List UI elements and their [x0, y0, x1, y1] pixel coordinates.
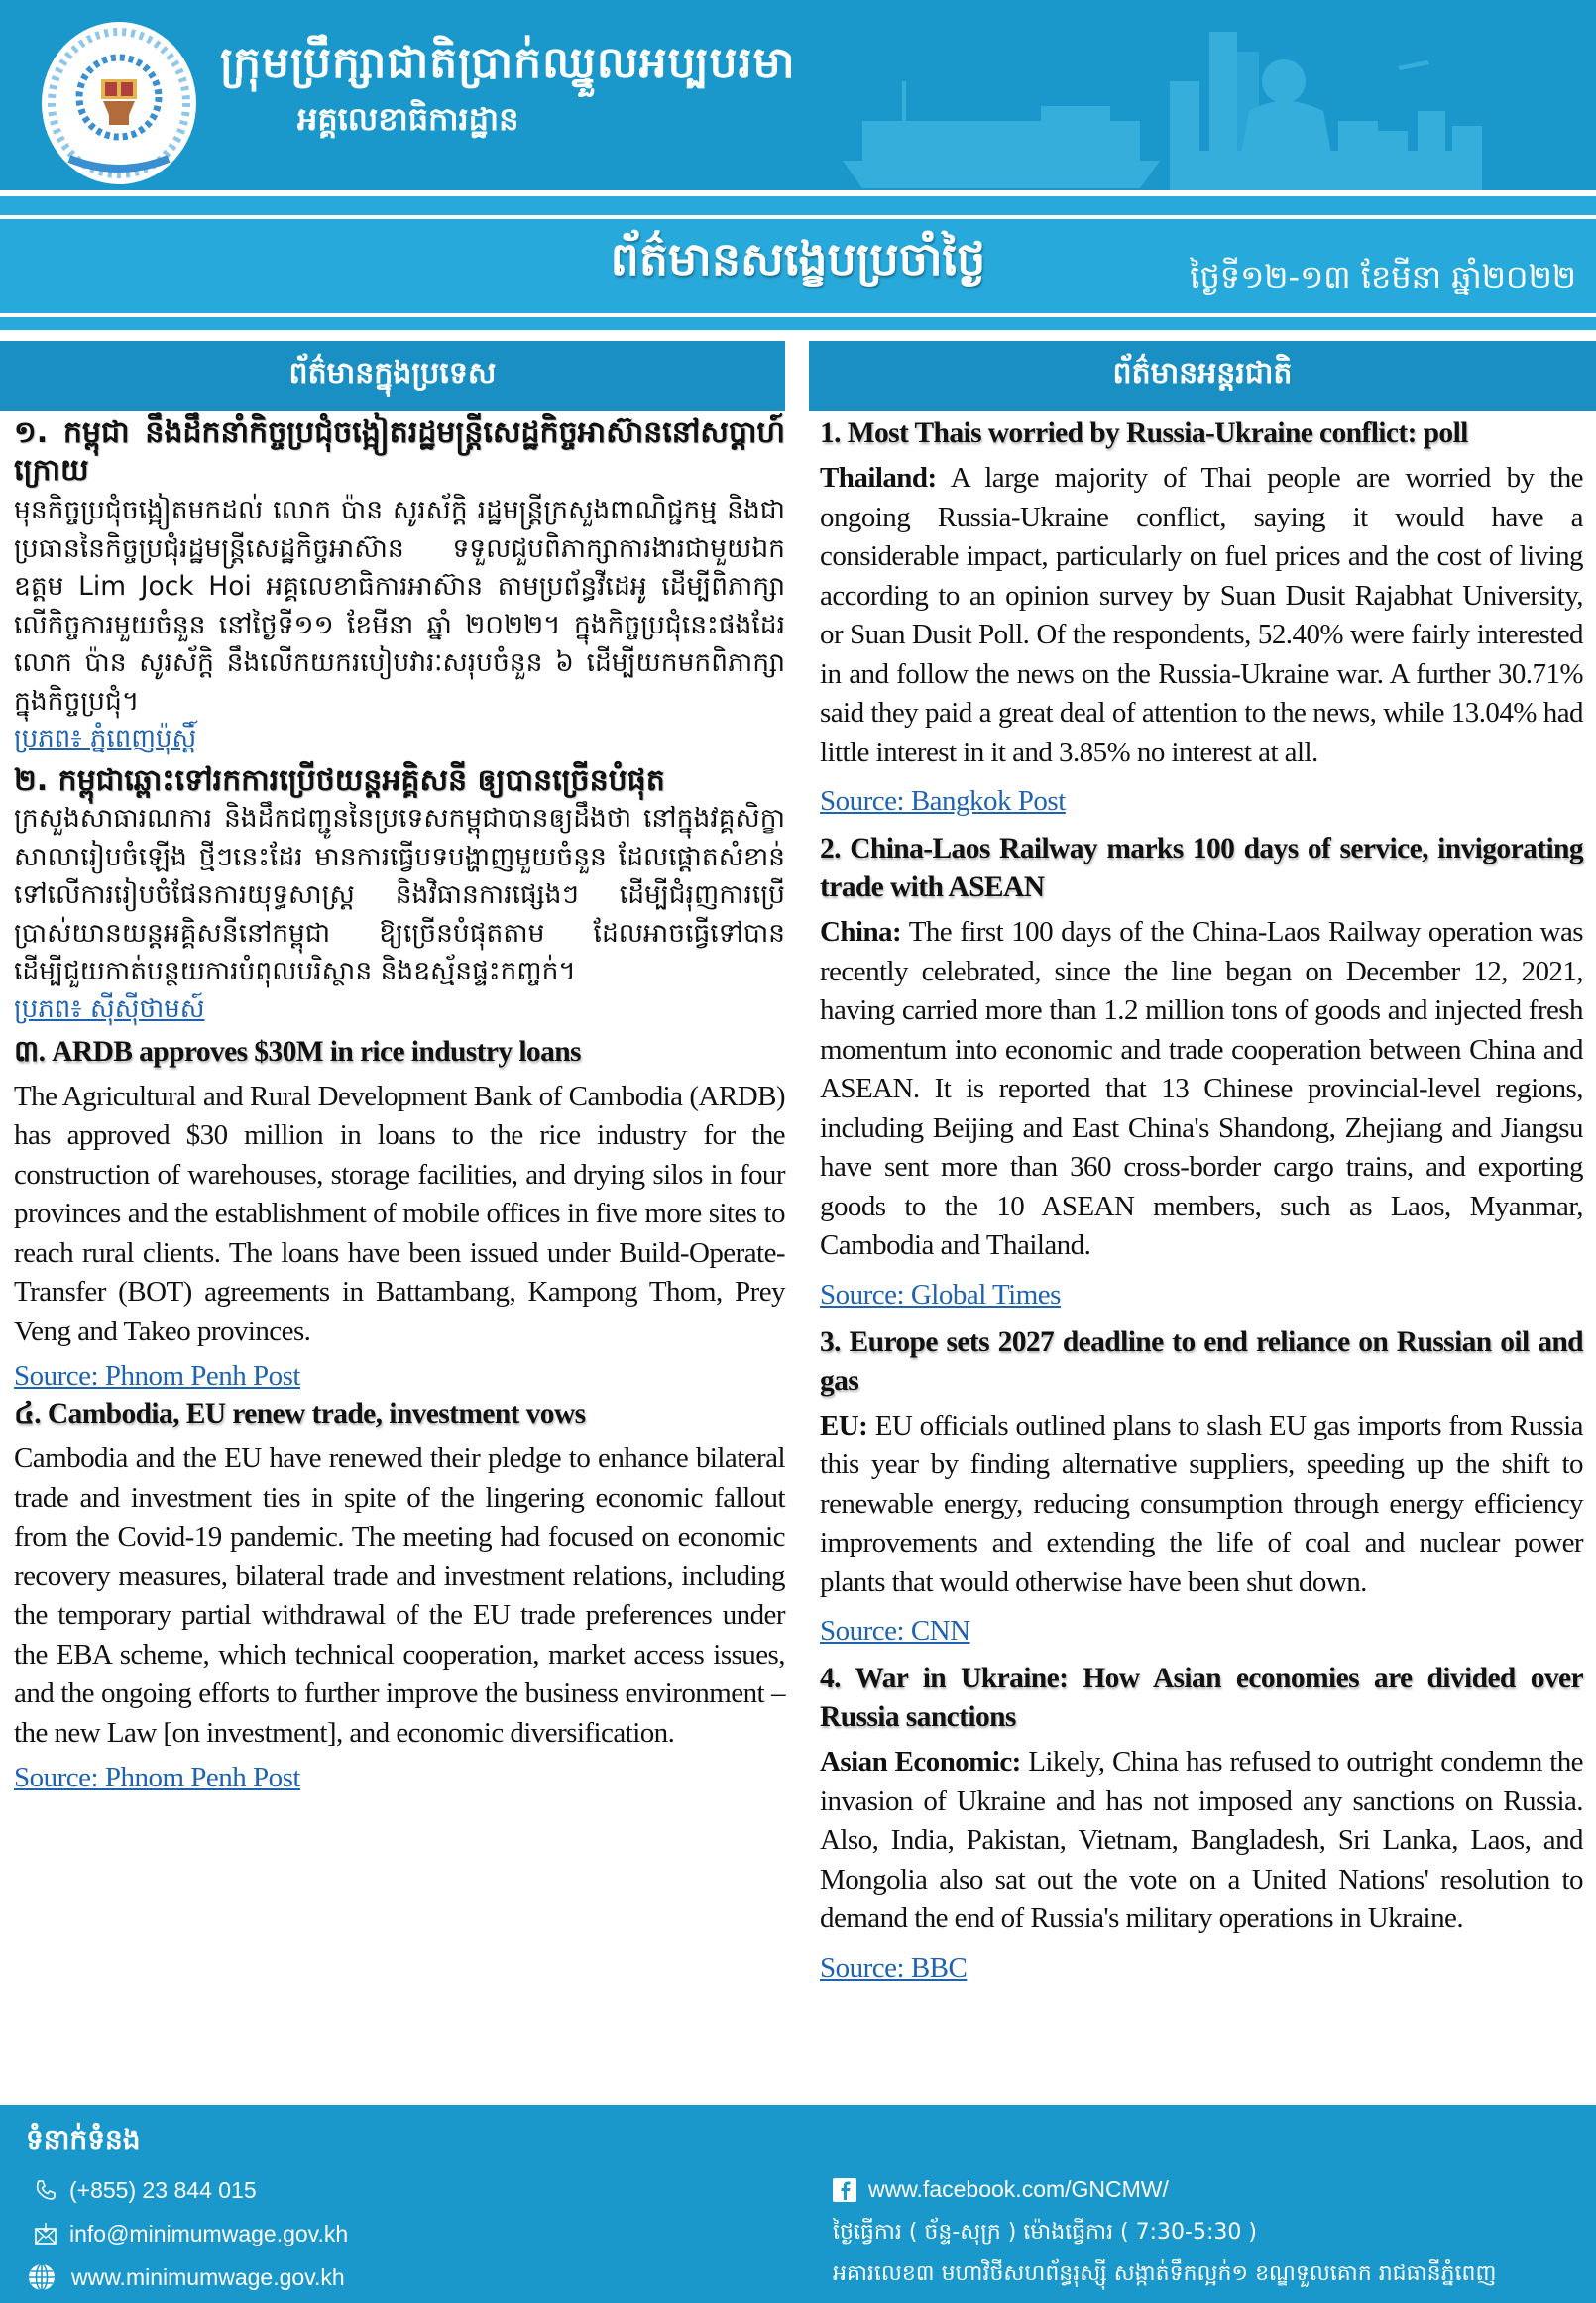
news-headline: 1. Most Thais worried by Russia-Ukraine conflict: poll — [820, 417, 1468, 449]
org-subtitle: អគ្គលេខាធិការដ្ឋាន — [297, 100, 519, 138]
ministry-logo — [40, 20, 198, 186]
news-body: The Agricultural and Rural Development Bank of Cambodia (ARDB) has approved $30 million in loans to the rice industry for the construction of warehouses, storage facilities, and drying silos in four provinces and the establishment of mobile offices in five more sites to reach rural clients. The loans have been issued under Build-Operate-Transfer (BOT) agreements in Battambang, Kampong Thom, Prey Veng and Takeo provinces. — [14, 1080, 785, 1347]
news-headline: ៤. Cambodia, EU renew trade, investment vows — [14, 1398, 586, 1430]
page-title: ព័ត៌មានសង្ខេបប្រចាំថ្ងៃ — [610, 232, 986, 286]
news-item — [820, 830, 1583, 1324]
office-hours: ថ្ងៃធ្វើការ ( ច័ន្ទ-សុក្រ ) ម៉ោងធ្វើការ ( 7:30-5:30 ) — [833, 2220, 1257, 2245]
news-source-link[interactable]: Source: Global Times — [820, 1278, 1061, 1311]
news-headline: ៣. ARDB approves $30M in rice industry loans — [14, 1035, 581, 1068]
news-text: A large majority of Thai people are worried by the ongoing Russia-Ukraine conflict, saying it would have a considerable impact, particularly on fuel prices and the cost of living according to an opinion survey by Suan Dusit Rajabhat University, or Suan Dusit Poll. Of the respondents, 52.40% were fairly interested in and follow the news on the Russia-Ukraine war. A further 30.71% said they paid a great deal of attention to the news, while 13.04% had little interest in it and 3.85% no interest at all. — [820, 462, 1583, 768]
news-item — [14, 1395, 785, 1796]
decorative-strip — [0, 317, 1596, 330]
decorative-strip — [0, 196, 1596, 215]
news-headline: ១. កម្ពុជា នឹងដឹកនាំកិច្ចប្រជុំចង្អៀតរដ្ឋមន្ត្រីសេដ្ឋកិច្ចអាស៊ាននៅសប្ដាហ៍ក្រោយ — [14, 415, 785, 488]
header-banner — [0, 0, 1596, 190]
news-lead: Thailand: — [820, 462, 937, 494]
news-body — [820, 1407, 1583, 1603]
news-body — [820, 459, 1583, 772]
news-body: មុនកិច្ចប្រជុំចង្អៀតមកដល់ លោក ប៉ាន សូរស័ក្តិ រដ្ឋមន្ត្រីក្រសួងពាណិជ្ជកម្ម និងជាប្រធាននៃកិច្ចប្រជុំរដ្ឋមន្ត្រីសេដ្ឋកិច្ចអាស៊ាន ទទួលជួបពិភាក្សាការងារជាមួយឯកឧត្តម Lim Jock Hoi អគ្គលេខាធិការអាស៊ាន តាមប្រព័ន្ធវីដេអូ ដើម្បីពិភាក្សាលើកិច្ចការមួយចំនួន នៅថ្ងៃទី១១ ខែមីនា ឆ្នាំ ២០២២។ ក្នុងកិច្ចប្រជុំនេះផងដែរ លោក ប៉ាន សូរស័ក្តិ នឹងលើកយករបៀបវារៈសរុបចំនួន ៦ ដើម្បីយកមកពិភាក្សាក្នុងកិច្ចប្រជុំ។ — [14, 495, 785, 717]
local-news-header: ព័ត៌មានក្នុងប្រទេស — [0, 341, 785, 411]
website-row — [26, 2261, 345, 2293]
news-body — [820, 913, 1583, 1266]
globe-icon — [26, 2261, 57, 2293]
facebook-row — [833, 2176, 1169, 2203]
news-source-link[interactable]: ប្រភព៖ ស៊ីស៊ីថាមស៍ — [14, 993, 205, 1024]
bulletin-date: ថ្ងៃទី១២-១៣ ខែមីនា ឆ្នាំ២០២២ — [1190, 258, 1576, 295]
news-source-link[interactable]: Source: CNN — [820, 1615, 970, 1647]
facebook-link[interactable]: www.facebook.com/GNCMW/ — [868, 2176, 1169, 2202]
phone-number[interactable]: (+855) 23 844 015 — [69, 2176, 257, 2203]
contact-title: ទំនាក់ទំនង — [26, 2124, 141, 2156]
org-title: ក្រុមប្រឹក្សាជាតិប្រាក់ឈ្នួលអប្បបរមា — [220, 38, 796, 88]
news-source-link[interactable]: Source: Phnom Penh Post — [14, 1360, 300, 1392]
news-item — [14, 414, 785, 762]
news-text: EU officials outlined plans to slash EU gas imports from Russia this year by finding alternative suppliers, speeding up the shift to renewable energy, reducing consumption through energy efficiency improvements and extending the life of coal and nuclear power plants that would otherwise have been shut down. — [820, 1409, 1583, 1598]
news-text: Likely, China has refused to outright condemn the invasion of Ukraine and has not imposed any sanctions on Russia. Also, India, Pakistan, Vietnam, Bangladesh, Sri Lanka, Laos, and Mongolia also sat out the vote on a United Nations' resolution to demand the end of Russia's military operations in Ukraine. — [820, 1746, 1583, 1934]
news-lead: China: — [820, 916, 902, 948]
news-item — [14, 1033, 785, 1396]
email-row — [32, 2220, 348, 2247]
news-text: The first 100 days of the China-Laos Railway operation was recently celebrated, since the line began on December 12, 2021, having carried more than 1.2 million tons of goods and injected fresh momentum into economic and trade cooperation between China and ASEAN. It is reported that 13 Chinese provincial-level regions, including Beijing and East China's Shandong, Zhejiang and Jiangsu have sent more than 360 cross-border cargo trains, and exporting goods to the 10 ASEAN members, such as Laos, Myanmar, Cambodia and Thailand. — [820, 916, 1584, 1261]
news-item — [820, 1660, 1583, 1987]
contact-footer — [0, 2105, 1596, 2303]
news-headline: 2. China-Laos Railway marks 100 days of service, invigorating trade with ASEAN — [820, 833, 1583, 903]
news-item — [820, 414, 1583, 830]
news-item — [14, 762, 785, 1033]
email-link[interactable]: info@minimumwage.gov.kh — [69, 2220, 349, 2246]
news-lead: EU: — [820, 1409, 868, 1441]
phone-row — [32, 2176, 257, 2204]
news-source-link[interactable]: Source: BBC — [820, 1951, 968, 1984]
title-bar — [0, 219, 1596, 313]
phone-icon — [32, 2176, 59, 2204]
skyline-illustration — [783, 12, 1537, 190]
mail-icon — [32, 2220, 59, 2247]
facebook-icon — [833, 2178, 856, 2202]
news-body: Cambodia and the EU have renewed their pledge to enhance bilateral trade and investment ties in spite of the lingering economic fallout from the Covid-19 pandemic. The meeting had focused on economic recovery measures, bilateral trade and investment relations, including the temporary partial withdrawal of the EU trade preferences under the EBA scheme, which technical cooperation, market access issues, and the ongoing efforts to further improve the business environment – the new Law [on investment], and economic diversification. — [14, 1442, 785, 1749]
international-news-column — [820, 414, 1583, 1987]
website-link[interactable]: www.minimumwage.gov.kh — [71, 2263, 345, 2290]
news-headline: ២. កម្ពុជាឆ្ពោះទៅរកការប្រើថយន្តអគ្គិសនី ឲ្យបានច្រើនបំផុត — [14, 763, 665, 798]
news-lead: Asian Economic: — [820, 1746, 1021, 1778]
news-headline: 3. Europe sets 2027 deadline to end reliance on Russian oil and gas — [820, 1325, 1583, 1397]
office-address: អគារលេខ៣ មហាវិថីសហព័ន្ធរុស្ស៊ី សង្កាត់ទឹកល្អក់១ ខណ្ឌទួលគោក រាជធានីភ្នំពេញ — [833, 2261, 1497, 2286]
news-body — [820, 1743, 1583, 1939]
news-item — [820, 1324, 1583, 1661]
news-source-link[interactable]: ប្រភព៖ ភ្នំពេញប៉ុស្តិ៍ — [14, 724, 197, 753]
news-body: ក្រសួងសាធារណការ និងដឹកជញ្ជូននៃប្រទេសកម្ពុជាបានឲ្យដឹងថា នៅក្នុងវគ្គសិក្ខាសាលារៀបចំឡើង ថ្មីៗនេះដែរ មានការធ្វើបទបង្ហាញមួយចំនួន ដែលផ្តោតសំខាន់ទៅលើការរៀបចំផែនការយុទ្ធសាស្ត្រ និងវិធានការផ្សេងៗ ដើម្បីជំរុញការប្រើប្រាស់យានយន្តអគ្គិសនីនៅកម្ពុជា ឱ្យច្រើនបំផុតតាម ដែលអាចធ្វើទៅបាន ដើម្បីជួយកាត់បន្ថយការបំពុលបរិស្ថាន និងឧស្ម័នផ្ទះកញ្ចក់។ — [14, 803, 785, 986]
international-news-header: ព័ត៌មានអន្តរជាតិ — [809, 341, 1596, 411]
news-source-link[interactable]: Source: Bangkok Post — [820, 785, 1066, 817]
news-source-link[interactable]: Source: Phnom Penh Post — [14, 1762, 300, 1793]
news-headline: 4. War in Ukraine: How Asian economies are divided over Russia sanctions — [820, 1663, 1583, 1733]
local-news-column — [14, 414, 785, 1796]
